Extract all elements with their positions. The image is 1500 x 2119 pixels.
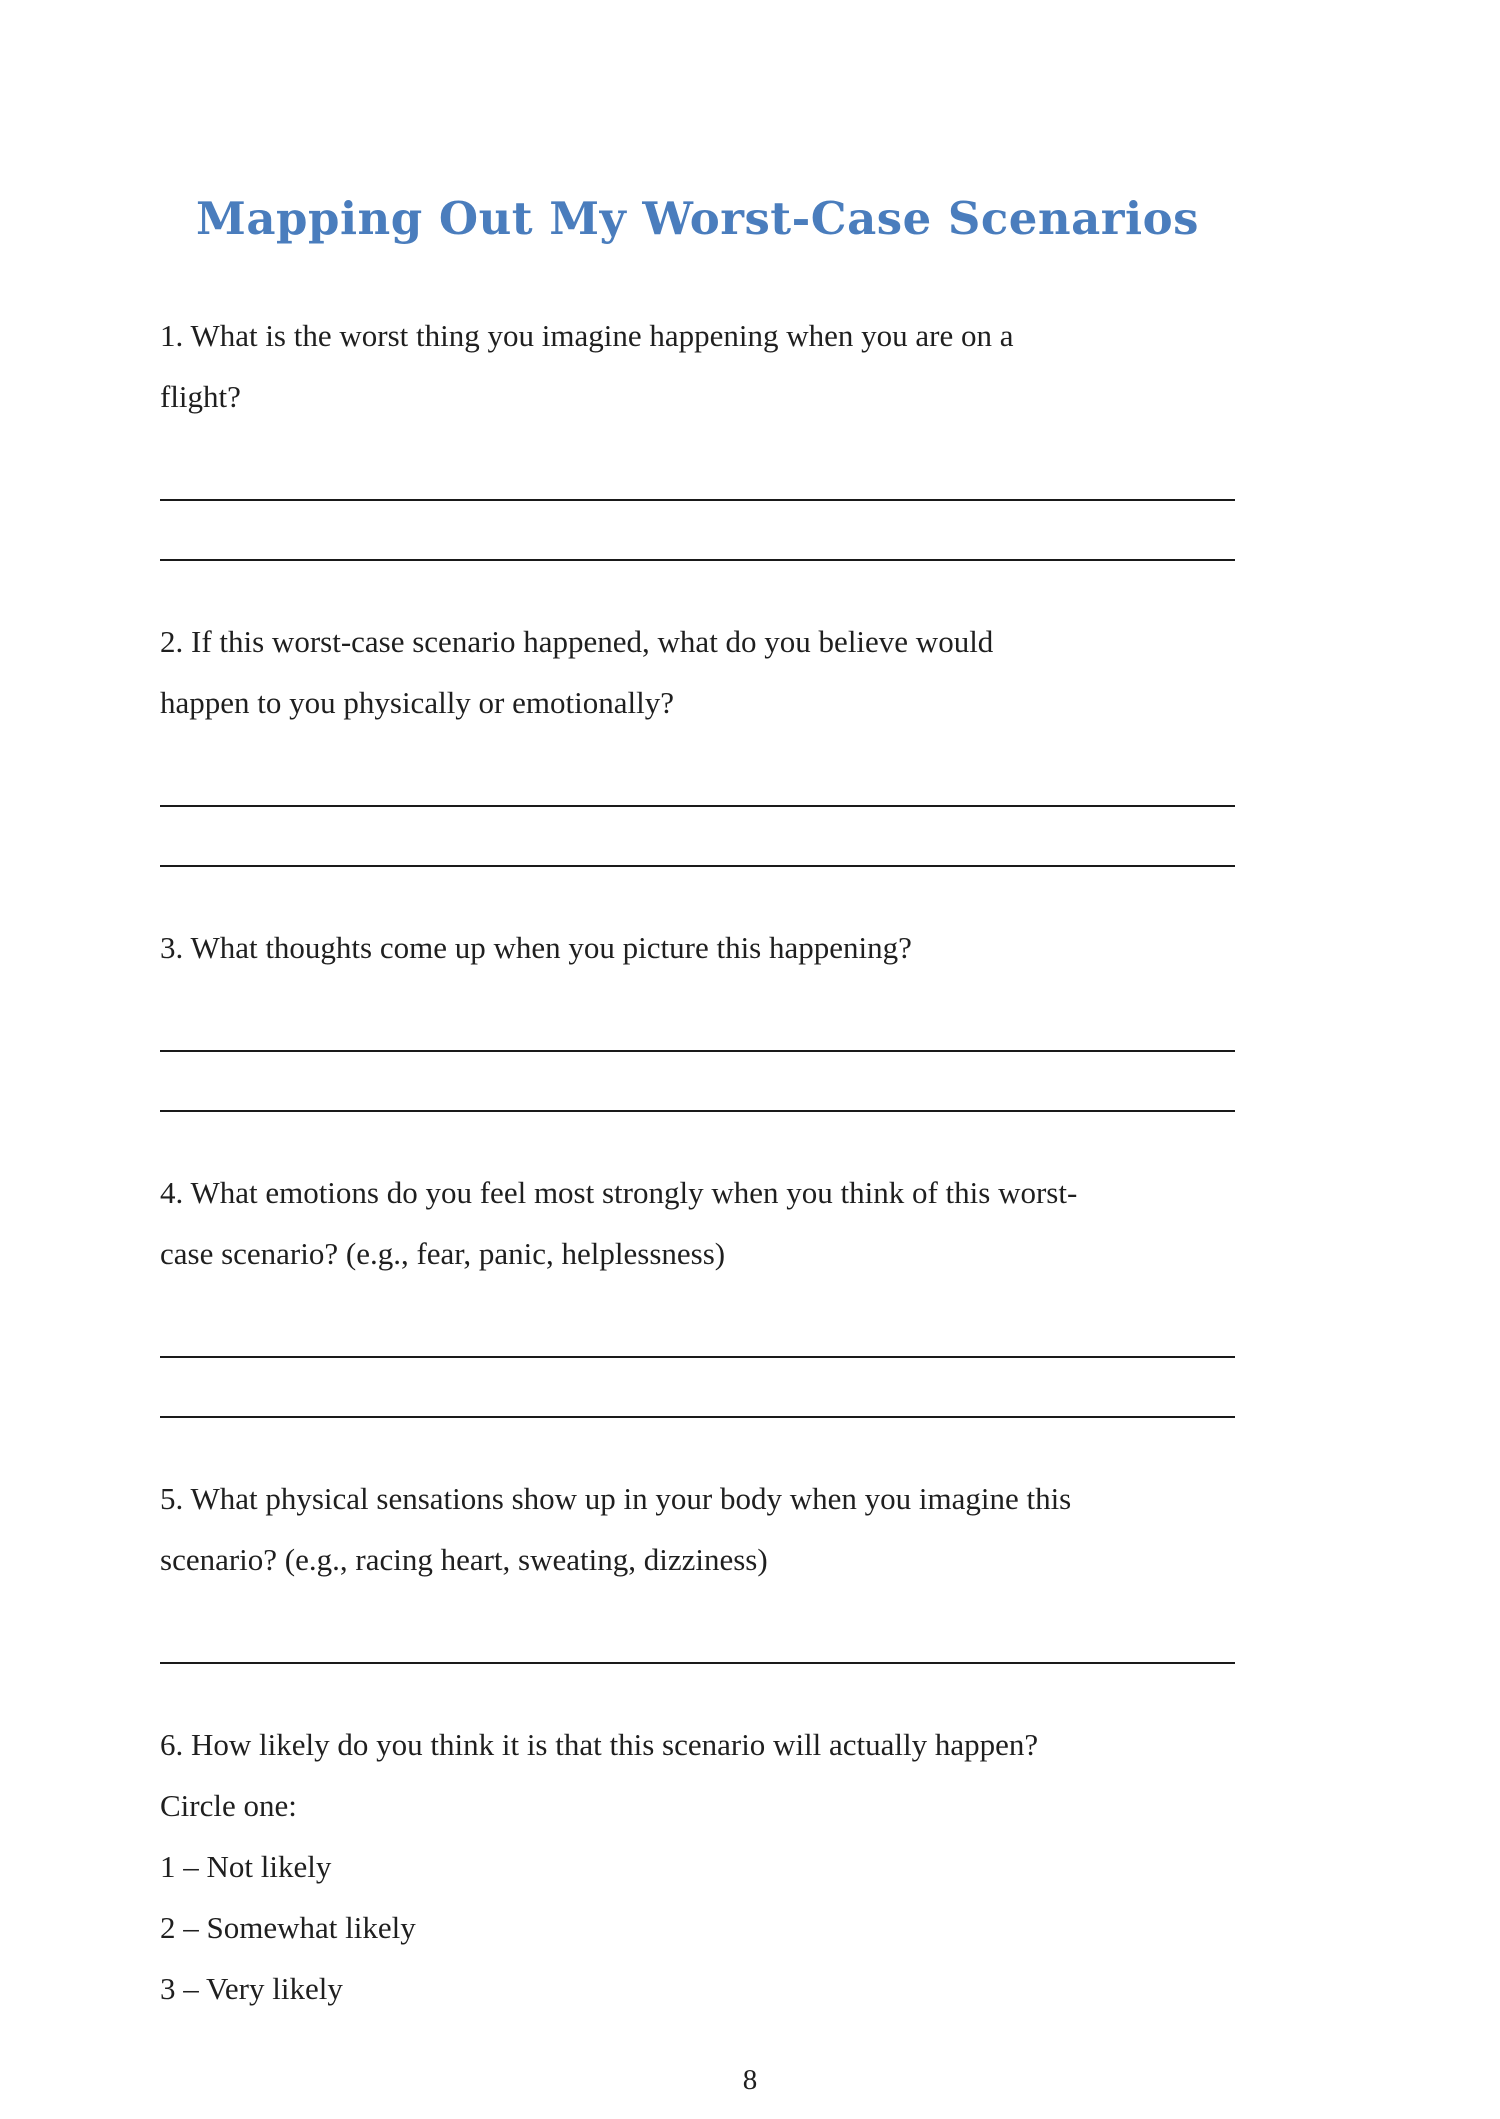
question-text: 3. What thoughts come up when you picture this happening? [160,929,912,965]
answer-line[interactable] [160,1050,1235,1052]
answer-line[interactable] [160,865,1235,867]
questions-list [160,305,1235,2019]
question-block [160,611,1235,867]
question-text: 2. If this worst-case scenario happened, what do you believe would [160,623,994,659]
answer-line[interactable] [160,559,1235,561]
question-text: scenario? (e.g., racing heart, sweating, dizziness) [160,1541,768,1577]
page-title: Mapping Out My Worst-Case Scenarios [196,192,1199,245]
question-text: flight? [160,378,241,414]
likelihood-option[interactable]: 3 – Very likely [160,1970,343,2006]
question-block [160,305,1235,561]
question-text: 4. What emotions do you feel most strongly when you think of this worst- [160,1174,1078,1210]
question-block [160,1714,1235,2019]
answer-line[interactable] [160,805,1235,807]
question-text: case scenario? (e.g., fear, panic, helplessness) [160,1235,726,1271]
page-number: 8 [742,2064,758,2096]
answer-line[interactable] [160,1356,1235,1358]
answer-line[interactable] [160,1416,1235,1418]
answer-line[interactable] [160,1110,1235,1112]
question-text: 5. What physical sensations show up in your body when you imagine this [160,1480,1072,1516]
question-text: 6. How likely do you think it is that this scenario will actually happen? [160,1726,1039,1762]
question-text: Circle one: [160,1787,297,1823]
answer-line[interactable] [160,499,1235,501]
question-block [160,917,1235,1112]
likelihood-option[interactable]: 1 – Not likely [160,1848,332,1884]
question-block [160,1162,1235,1418]
question-text: happen to you physically or emotionally? [160,684,674,720]
question-block [160,1468,1235,1664]
question-text: 1. What is the worst thing you imagine happening when you are on a [160,317,1014,353]
likelihood-option[interactable]: 2 – Somewhat likely [160,1909,416,1945]
answer-line[interactable] [160,1662,1235,1664]
